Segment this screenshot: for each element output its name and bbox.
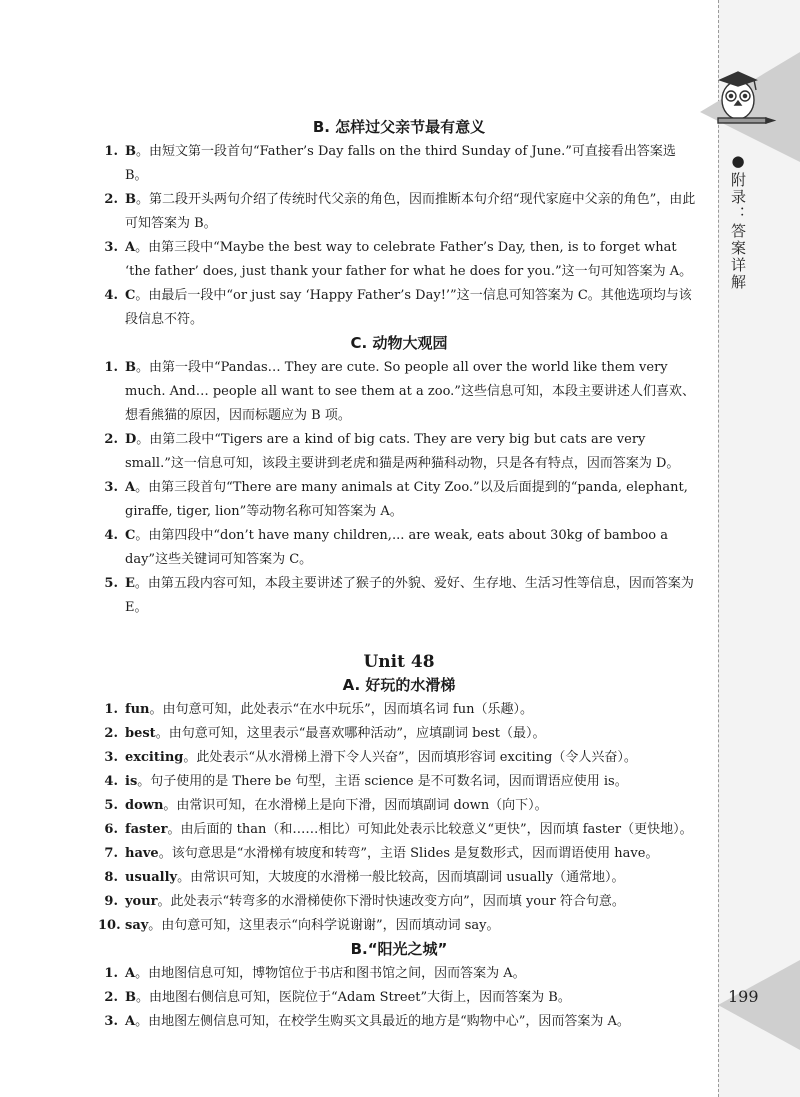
item-explanation: 。由常识可知，在水滑梯上是向下滑，因而填副词 down（向下）。	[163, 798, 548, 813]
item-answer: is	[125, 774, 138, 789]
item-answer: B	[125, 192, 136, 207]
item-explanation: 。由第一段中“Pandas… They are cute. So people all over the world like them very much. And… people all want to see them at a zoo.”这些信息可知，本段主要讲述人们喜欢、想看熊猫的原因，因而标题应为 B 项。	[125, 360, 695, 423]
item-answer: your	[125, 894, 158, 909]
item-number: 2.	[104, 192, 118, 207]
item-explanation: 。由句意可知，这里表示“向科学说谢谢”，因而填动词 say。	[148, 918, 500, 933]
item-number: 2.	[104, 726, 118, 741]
page-number: 199	[728, 987, 759, 1006]
item-explanation: 。由第三段中“Maybe the best way to celebrate Father’s Day, then, is to forget what ‘the father’ does, just thank your father for what he does for you.”这一句可知答案为 A。	[125, 240, 693, 279]
item-number: 1.	[104, 702, 118, 717]
item-number: 1.	[104, 360, 118, 375]
item-explanation: 。该句意思是“水滑梯有坡度和转弯”，主语 Slides 是复数形式，因而谓语使用 have。	[158, 846, 659, 861]
item-number: 5.	[104, 576, 118, 591]
item-explanation: 。由后面的 than（和……相比）可知此处表示比较意义“更快”，因而填 faster（更快地）。	[167, 822, 693, 837]
answer-item	[98, 890, 700, 914]
answer-item	[98, 1010, 700, 1034]
item-explanation: 。此处表示“转弯多的水滑梯使你下滑时快速改变方向”，因而填 your 符合句意。	[157, 894, 625, 909]
answer-item	[98, 284, 700, 332]
owl-tab	[700, 52, 800, 162]
answer-item	[98, 572, 700, 620]
item-answer: E	[125, 576, 135, 591]
section-c-animals	[98, 332, 700, 620]
item-explanation: 。由第四段中“don’t have many children,... are weak, eats about 30kg of bamboo a day”这些关键词可知答案为 C。	[125, 528, 668, 567]
section-b-sunshine-city	[98, 938, 700, 1034]
item-answer: down	[125, 798, 164, 813]
answer-item	[98, 818, 700, 842]
item-answer: have	[125, 846, 159, 861]
item-answer: best	[125, 726, 156, 741]
unit-title: Unit 48	[363, 652, 435, 672]
section-title: B.“阳光之城”	[350, 940, 448, 958]
item-answer: C	[125, 528, 136, 543]
answer-item	[98, 794, 700, 818]
answer-item	[98, 356, 700, 428]
item-explanation: 。由地图右侧信息可知，医院位于“Adam Street”大街上，因而答案为 B。	[136, 990, 571, 1005]
section-a-water-slide	[98, 674, 700, 938]
item-explanation: 。由句意可知，这里表示“最喜欢哪种活动”，应填副词 best（最）。	[155, 726, 546, 741]
answer-item	[98, 236, 700, 284]
answer-item	[98, 722, 700, 746]
answer-item	[98, 914, 700, 938]
item-answer: exciting	[125, 750, 184, 765]
item-answer: faster	[125, 822, 168, 837]
answer-item	[98, 962, 700, 986]
item-number: 4.	[104, 774, 118, 789]
item-explanation: 。由最后一段中“or just say ‘Happy Father’s Day!’”这一信息可知答案为 C。其他选项均与该段信息不符。	[125, 288, 692, 327]
item-answer: C	[125, 288, 136, 303]
item-explanation: 。由地图左侧信息可知，在校学生购买文具最近的地方是“购物中心”，因而答案为 A。	[135, 1014, 630, 1029]
item-number: 4.	[104, 288, 118, 303]
item-number: 8.	[104, 870, 118, 885]
answer-item	[98, 188, 700, 236]
item-explanation: 。由第三段首句“There are many animals at City Zoo.”以及后面提到的“panda, elephant, giraffe, tiger, lion”等动物名称可知答案为 A。	[125, 480, 688, 519]
section-title: C. 动物大观园	[350, 334, 448, 352]
answer-item	[98, 476, 700, 524]
item-explanation: 。由地图信息可知，博物馆位于书店和图书馆之间，因而答案为 A。	[135, 966, 526, 981]
item-number: 4.	[104, 528, 118, 543]
item-number: 3.	[104, 480, 118, 495]
item-answer: A	[125, 1014, 136, 1029]
item-number: 7.	[104, 846, 118, 861]
answer-item	[98, 524, 700, 572]
item-number: 3.	[104, 750, 118, 765]
item-number: 1.	[104, 966, 118, 981]
answer-item	[98, 140, 700, 188]
item-explanation: 。句子使用的是 There be 句型，主语 science 是不可数名词，因而谓语应使用 is。	[137, 774, 628, 789]
item-answer: A	[125, 480, 136, 495]
item-answer: say	[125, 918, 149, 933]
item-explanation: 。由常识可知，大坡度的水滑梯一般比较高，因而填副词 usually（通常地）。	[177, 870, 625, 885]
item-explanation: 。此处表示“从水滑梯上滑下令人兴奋”，因而填形容词 exciting（令人兴奋）。	[183, 750, 637, 765]
item-number: 3.	[104, 1014, 118, 1029]
item-number: 2.	[104, 990, 118, 1005]
item-explanation: 。由短文第一段首句“Father’s Day falls on the third Sunday of June.”可直接看出答案选 B。	[125, 144, 676, 183]
item-number: 2.	[104, 432, 118, 447]
item-number: 5.	[104, 798, 118, 813]
item-answer: usually	[125, 870, 178, 885]
item-answer: B	[125, 990, 136, 1005]
item-answer: A	[125, 240, 136, 255]
sidebar-label: ●附录：答案详解	[729, 152, 747, 291]
item-explanation: 。由第二段中“Tigers are a kind of big cats. They are very big but cats are very small.”这一信息可知，该段主要讲到老虎和猫是两种猫科动物，只是各有特点，因而答案为 D。	[125, 432, 680, 471]
answer-item	[98, 746, 700, 770]
item-answer: B	[125, 144, 136, 159]
item-answer: A	[125, 966, 136, 981]
answer-item	[98, 770, 700, 794]
item-answer: fun	[125, 702, 150, 717]
item-number: 6.	[104, 822, 118, 837]
item-number: 3.	[104, 240, 118, 255]
item-number: 9.	[104, 894, 118, 909]
section-title: B. 怎样过父亲节最有意义	[312, 118, 486, 136]
answer-item	[98, 842, 700, 866]
item-explanation: 。由第五段内容可知，本段主要讲述了猴子的外貌、爱好、生存地、生活习性等信息，因而答案为 E。	[125, 576, 694, 615]
answer-item	[98, 866, 700, 890]
item-answer: D	[125, 432, 137, 447]
item-explanation: 。由句意可知，此处表示“在水中玩乐”，因而填名词 fun（乐趣）。	[149, 702, 533, 717]
item-number: 1.	[104, 144, 118, 159]
item-number: 10.	[98, 918, 121, 933]
answer-item	[98, 986, 700, 1010]
answer-item	[98, 428, 700, 476]
answer-item	[98, 698, 700, 722]
cut-line	[718, 0, 719, 1097]
answer-key	[98, 116, 700, 1034]
section-b-fathers-day	[98, 116, 700, 332]
item-answer: B	[125, 360, 136, 375]
item-explanation: 。第二段开头两句介绍了传统时代父亲的角色，因而推断本句介绍“现代家庭中父亲的角色”，由此可知答案为 B。	[125, 192, 696, 231]
section-title: A. 好玩的水滑梯	[342, 676, 456, 694]
